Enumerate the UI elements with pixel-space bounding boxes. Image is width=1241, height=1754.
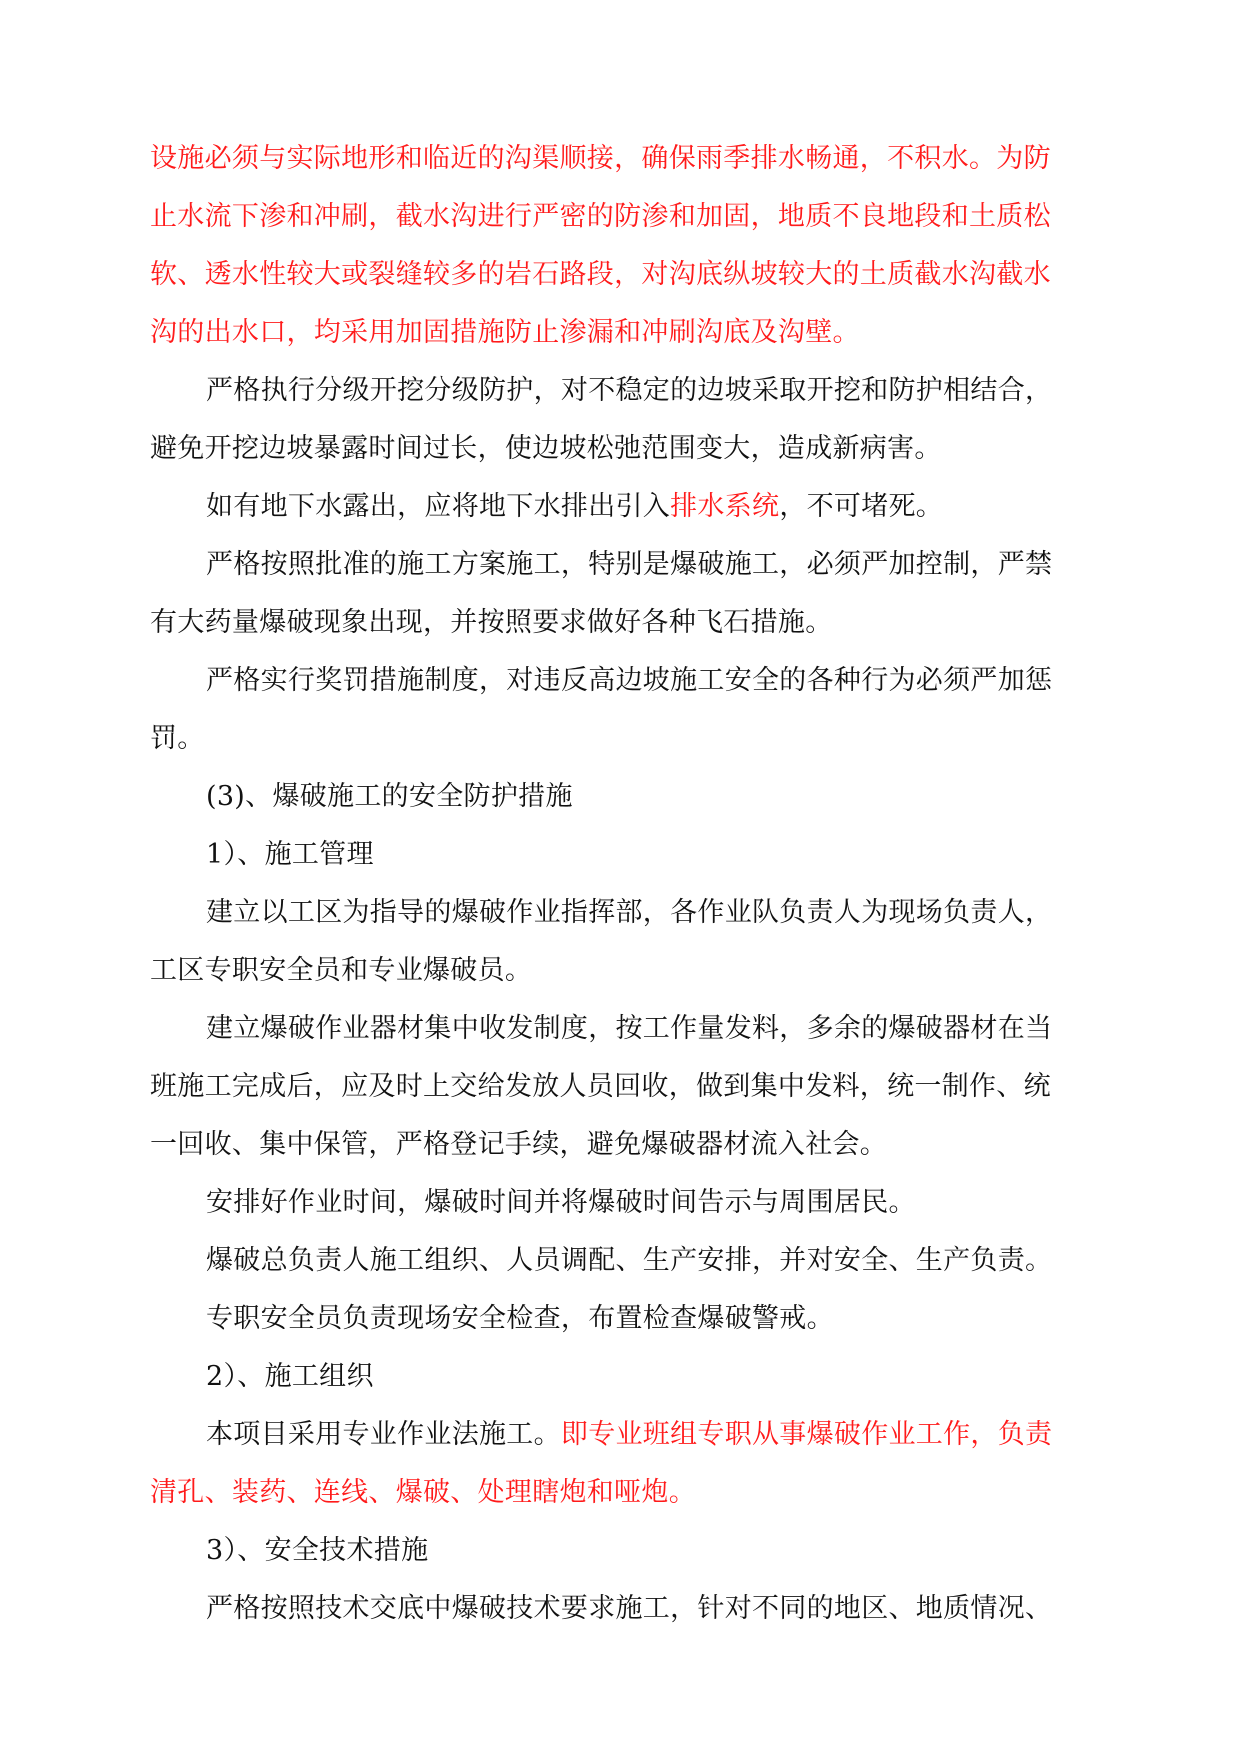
text-line <box>150 246 1110 304</box>
body-text: 严格执行分级开挖分级防护，对不稳定的边坡采取开挖和防护相结合， <box>206 375 1053 406</box>
text-line <box>150 768 1110 826</box>
text-line <box>150 942 1110 1000</box>
text-line <box>150 1000 1110 1058</box>
highlighted-text: 止水流下渗和冲刷，截水沟进行严密的防渗和加固，地质不良地段和土质松 <box>150 201 1051 232</box>
document-page <box>150 130 1110 1638</box>
body-text: 3）、安全技术措施 <box>206 1535 429 1566</box>
text-line <box>150 130 1110 188</box>
highlighted-text: 清孔、装药、连线、爆破、处理瞎炮和哑炮。 <box>150 1477 696 1508</box>
text-line <box>150 1174 1110 1232</box>
body-text: 建立爆破作业器材集中收发制度，按工作量发料，多余的爆破器材在当 <box>206 1013 1053 1044</box>
body-text: 专职安全员负责现场安全检查，布置检查爆破警戒。 <box>206 1303 834 1334</box>
text-line <box>150 826 1110 884</box>
text-line <box>150 594 1110 652</box>
highlighted-text: 即专业班组专职从事爆破作业工作，负责 <box>560 1419 1053 1450</box>
text-line <box>150 652 1110 710</box>
text-line <box>150 1464 1110 1522</box>
text-line <box>150 1116 1110 1174</box>
body-text: 建立以工区为指导的爆破作业指挥部，各作业队负责人为现场负责人， <box>206 897 1053 928</box>
body-text: ，不可堵死。 <box>779 491 944 522</box>
body-text: (3)、爆破施工的安全防护措施 <box>206 781 573 812</box>
highlighted-text: 沟的出水口，均采用加固措施防止渗漏和冲刷沟底及沟壁。 <box>150 317 860 348</box>
text-line <box>150 1348 1110 1406</box>
text-line <box>150 188 1110 246</box>
body-text: 严格实行奖罚措施制度，对违反高边坡施工安全的各种行为必须严加惩 <box>206 665 1053 696</box>
body-text: 有大药量爆破现象出现，并按照要求做好各种飞石措施。 <box>150 607 833 638</box>
body-text: 严格按照批准的施工方案施工，特别是爆破施工，必须严加控制，严禁 <box>206 549 1053 580</box>
body-text: 本项目采用专业作业法施工。 <box>206 1419 561 1450</box>
body-text: 避免开挖边坡暴露时间过长，使边坡松弛范围变大，造成新病害。 <box>150 433 942 464</box>
body-text: 爆破总负责人施工组织、人员调配、生产安排，并对安全、生产负责。 <box>206 1245 1053 1276</box>
body-text: 一回收、集中保管，严格登记手续，避免爆破器材流入社会。 <box>150 1129 888 1160</box>
highlighted-text: 排水系统 <box>670 491 780 522</box>
body-text: 如有地下水露出，应将地下水排出引入 <box>206 491 671 522</box>
body-text: 严格按照技术交底中爆破技术要求施工，针对不同的地区、地质情况、 <box>206 1593 1053 1624</box>
body-text: 安排好作业时间，爆破时间并将爆破时间告示与周围居民。 <box>206 1187 916 1218</box>
text-line <box>150 420 1110 478</box>
body-text: 2）、施工组织 <box>206 1361 374 1392</box>
text-line <box>150 1522 1110 1580</box>
text-line <box>150 536 1110 594</box>
text-line <box>150 1580 1110 1638</box>
text-line <box>150 362 1110 420</box>
body-text: 1）、施工管理 <box>206 839 374 870</box>
highlighted-text: 软、透水性较大或裂缝较多的岩石路段，对沟底纵坡较大的土质截水沟截水 <box>150 259 1051 290</box>
text-line <box>150 478 1110 536</box>
highlighted-text: 设施必须与实际地形和临近的沟渠顺接，确保雨季排水畅通，不积水。为防 <box>150 143 1051 174</box>
text-line <box>150 1232 1110 1290</box>
text-line <box>150 304 1110 362</box>
text-line <box>150 884 1110 942</box>
text-line <box>150 710 1110 768</box>
body-text: 工区专职安全员和专业爆破员。 <box>150 955 533 986</box>
text-line <box>150 1058 1110 1116</box>
body-text: 班施工完成后，应及时上交给发放人员回收，做到集中发料，统一制作、统 <box>150 1071 1051 1102</box>
text-line <box>150 1290 1110 1348</box>
body-text: 罚。 <box>150 723 205 754</box>
text-line <box>150 1406 1110 1464</box>
